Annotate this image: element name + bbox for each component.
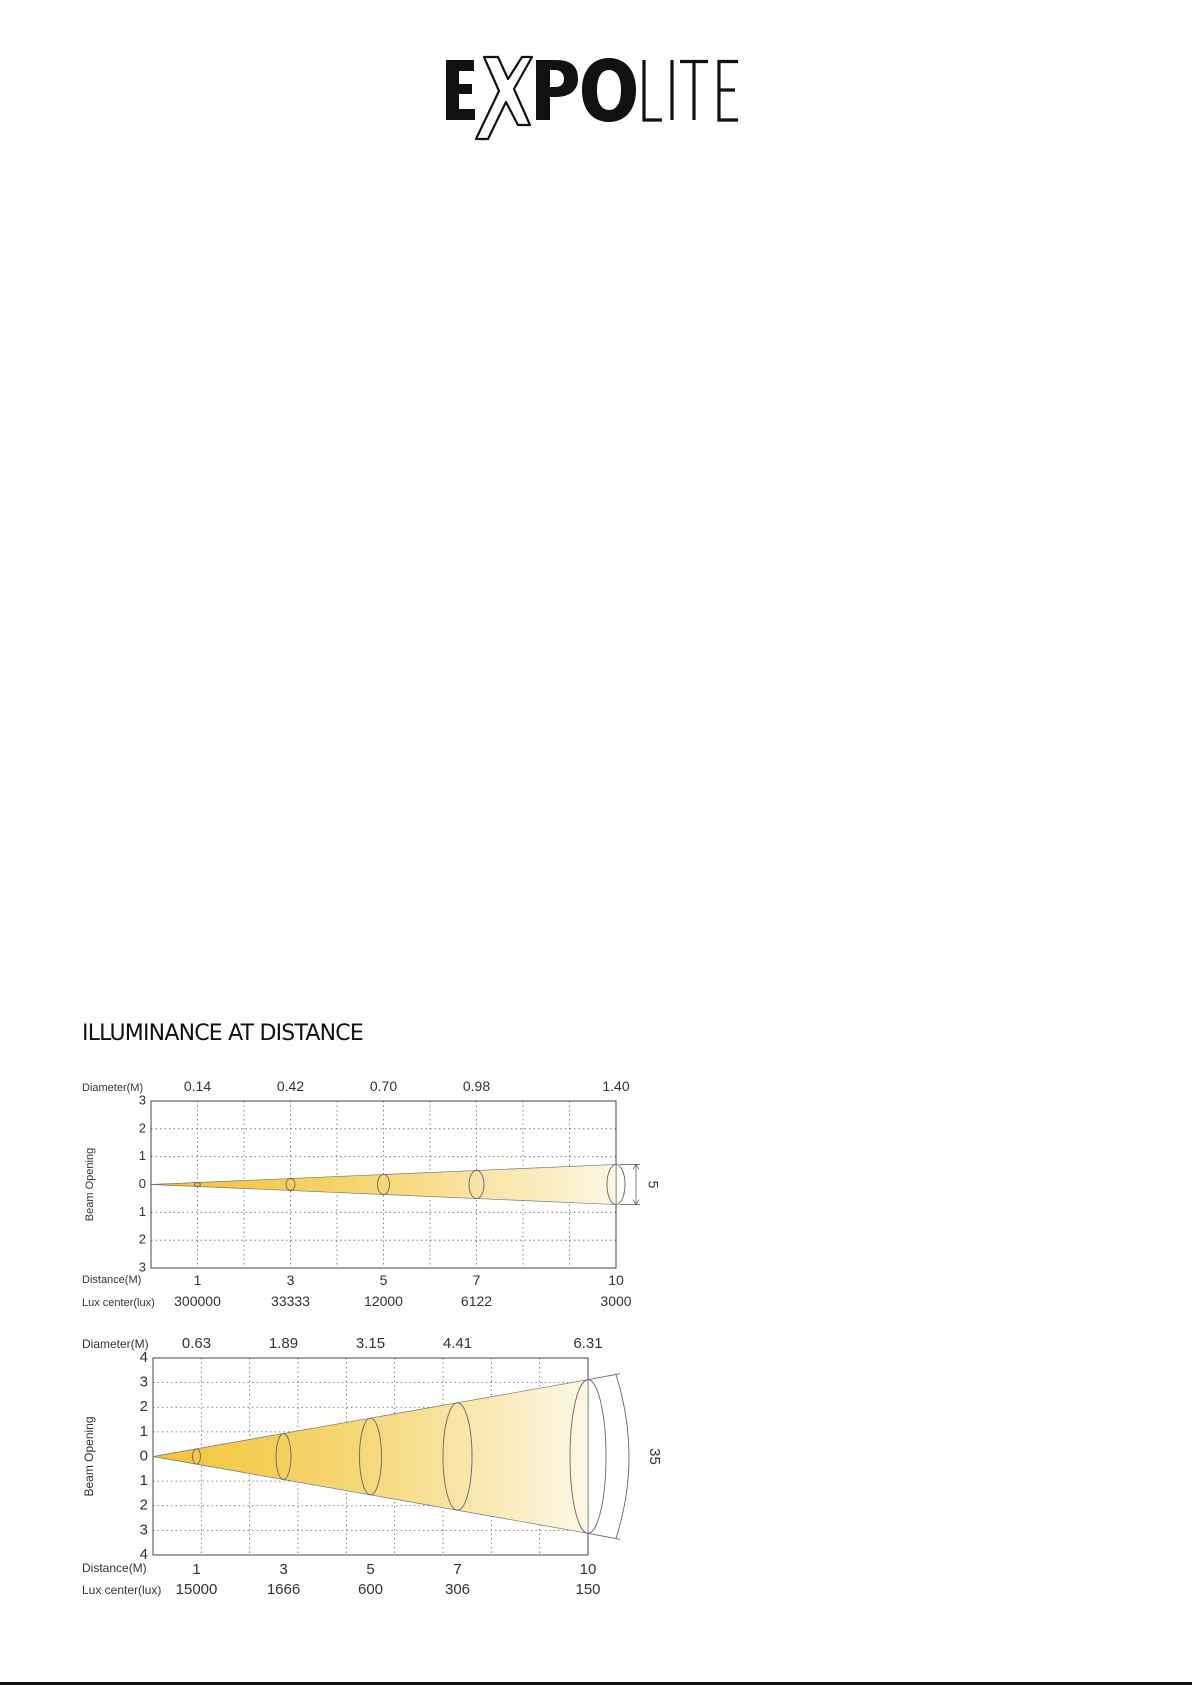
beam-cone	[151, 1164, 616, 1204]
diameter-value: 0.42	[276, 1078, 305, 1094]
diameter-value: 1.89	[268, 1337, 299, 1352]
lux-center-value: 1666	[266, 1581, 301, 1598]
distance-tick-label: 5	[379, 1272, 388, 1288]
distance-tick-label: 7	[472, 1272, 481, 1288]
beam-angle-indicator	[620, 1164, 661, 1204]
diameter-row-label: Diameter(M)	[82, 1337, 149, 1351]
lux-center-value: 6122	[460, 1293, 493, 1309]
diameter-row-label: Diameter(M)	[82, 1082, 144, 1094]
angle-extension-line	[588, 1533, 620, 1539]
lux-row-label: Lux center(lux)	[82, 1583, 162, 1597]
beam-angle-label: 5	[645, 1180, 662, 1189]
angle-extension-line	[588, 1374, 620, 1380]
section-title: ILLUMINANCE AT DISTANCE	[82, 1021, 363, 1046]
lux-center-value: 306	[444, 1581, 471, 1598]
y-tick-label: 0	[138, 1175, 146, 1191]
beam-chart-wide	[80, 1337, 700, 1607]
beam-angle-label: 35	[646, 1448, 664, 1465]
lux-center-value: 33333	[271, 1293, 310, 1309]
lux-row-label: Lux center(lux)	[82, 1297, 155, 1309]
y-axis-label: Beam Opening	[82, 1416, 97, 1497]
y-tick-label: 0	[139, 1447, 148, 1465]
lux-center-value: 300000	[174, 1293, 221, 1309]
distance-tick-label: 3	[279, 1561, 288, 1578]
y-tick-label: 4	[139, 1348, 148, 1366]
distance-row-label: Distance(M)	[82, 1274, 142, 1286]
diameter-value: 0.98	[462, 1078, 491, 1094]
lux-center-value: 600	[357, 1581, 384, 1598]
y-tick-label: 1	[139, 1472, 148, 1490]
distance-tick-label: 5	[366, 1561, 375, 1578]
diameter-value: 0.70	[369, 1078, 398, 1094]
y-tick-label: 1	[138, 1148, 146, 1164]
distance-tick-label: 10	[608, 1272, 624, 1288]
distance-tick-label: 1	[192, 1561, 201, 1578]
y-tick-label: 2	[139, 1496, 148, 1514]
expolite-logo	[440, 55, 760, 145]
beam-chart-narrow	[80, 1076, 700, 1316]
lux-center-value: 3000	[600, 1293, 632, 1309]
y-tick-label: 1	[139, 1422, 148, 1440]
diameter-value: 4.41	[442, 1337, 473, 1352]
lux-center-value: 15000	[175, 1581, 218, 1598]
diameter-value: 0.14	[183, 1078, 212, 1094]
diameter-value: 1.40	[602, 1078, 630, 1094]
lux-center-value: 150	[575, 1581, 601, 1598]
y-tick-label: 2	[139, 1398, 148, 1416]
y-tick-label: 4	[139, 1545, 148, 1563]
angle-arc	[616, 1375, 629, 1539]
diameter-value: 0.63	[181, 1337, 212, 1352]
y-axis-label: Beam Opening	[83, 1147, 96, 1222]
diameter-value: 6.31	[573, 1337, 603, 1352]
y-tick-label: 2	[138, 1120, 146, 1136]
y-tick-label: 3	[138, 1092, 146, 1108]
y-tick-label: 1	[138, 1203, 146, 1219]
distance-row-label: Distance(M)	[82, 1561, 147, 1575]
y-tick-label: 2	[138, 1231, 146, 1247]
distance-tick-label: 10	[579, 1561, 597, 1578]
lux-center-value: 12000	[364, 1293, 403, 1309]
distance-tick-label: 3	[286, 1272, 295, 1288]
diameter-value: 3.15	[355, 1337, 386, 1352]
y-tick-label: 3	[139, 1373, 148, 1391]
y-tick-label: 3	[138, 1259, 146, 1275]
distance-tick-label: 7	[453, 1561, 462, 1578]
distance-tick-label: 1	[193, 1272, 202, 1288]
beam-cone	[153, 1380, 588, 1534]
y-tick-label: 3	[139, 1521, 148, 1539]
beam-angle-indicator	[588, 1374, 663, 1540]
